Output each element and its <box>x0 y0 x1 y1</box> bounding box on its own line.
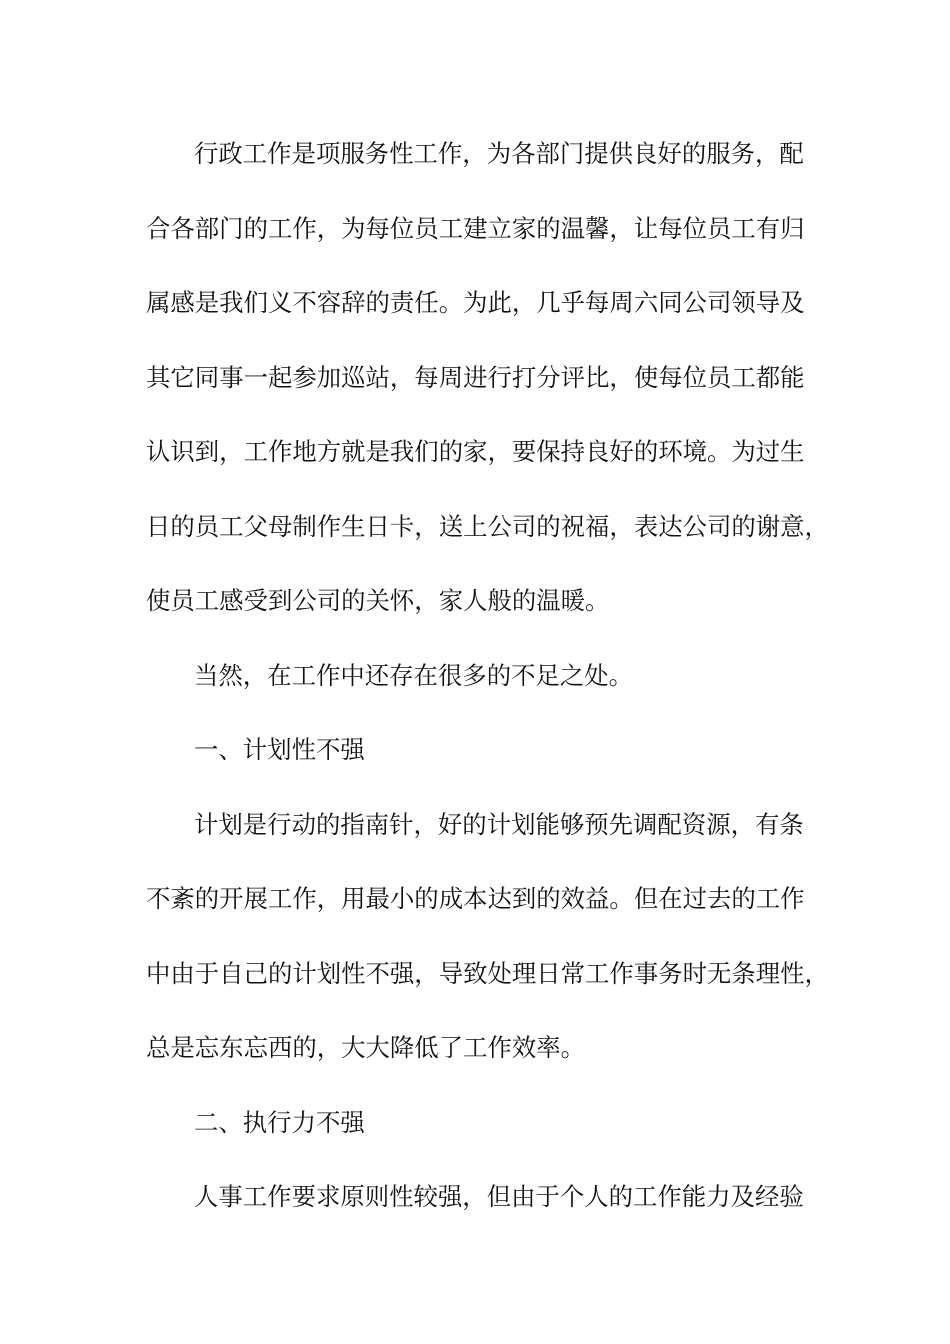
paragraph-line: 计划是行动的指南针，好的计划能够预先调配资源，有条 <box>194 809 804 839</box>
paragraph-line: 日的员工父母制作生日卡，送上公司的祝福，表达公司的谢意， <box>146 511 829 541</box>
paragraph-line: 合各部门的工作，为每位员工建立家的温馨，让每位员工有归 <box>146 213 805 243</box>
section-heading: 二、执行力不强 <box>194 1107 365 1137</box>
paragraph-line: 总是忘东忘西的，大大降低了工作效率。 <box>146 1033 586 1062</box>
paragraph-line: 使员工感受到公司的关怀，家人般的温暖。 <box>146 586 610 615</box>
paragraph-line: 中由于自己的计划性不强，导致处理日常工作事务时无条理性， <box>146 958 829 988</box>
paragraph-line: 当然，在工作中还存在很多的不足之处。 <box>194 660 634 690</box>
paragraph-line: 行政工作是项服务性工作，为各部门提供良好的服务，配 <box>194 139 804 168</box>
document-body <box>146 117 836 1235</box>
section-heading: 一、计划性不强 <box>194 735 365 764</box>
paragraph-line: 其它同事一起参加巡站，每周进行打分评比，使每位员工都能 <box>146 362 805 392</box>
paragraph-line: 属感是我们义不容辞的责任。为此，几乎每周六同公司领导及 <box>146 288 805 317</box>
paragraph-line: 认识到，工作地方就是我们的家，要保持良好的环境。为过生 <box>146 437 805 466</box>
paragraph-line: 不紊的开展工作，用最小的成本达到的效益。但在过去的工作 <box>146 884 805 913</box>
paragraph-line: 人事工作要求原则性较强，但由于个人的工作能力及经验 <box>194 1182 804 1211</box>
